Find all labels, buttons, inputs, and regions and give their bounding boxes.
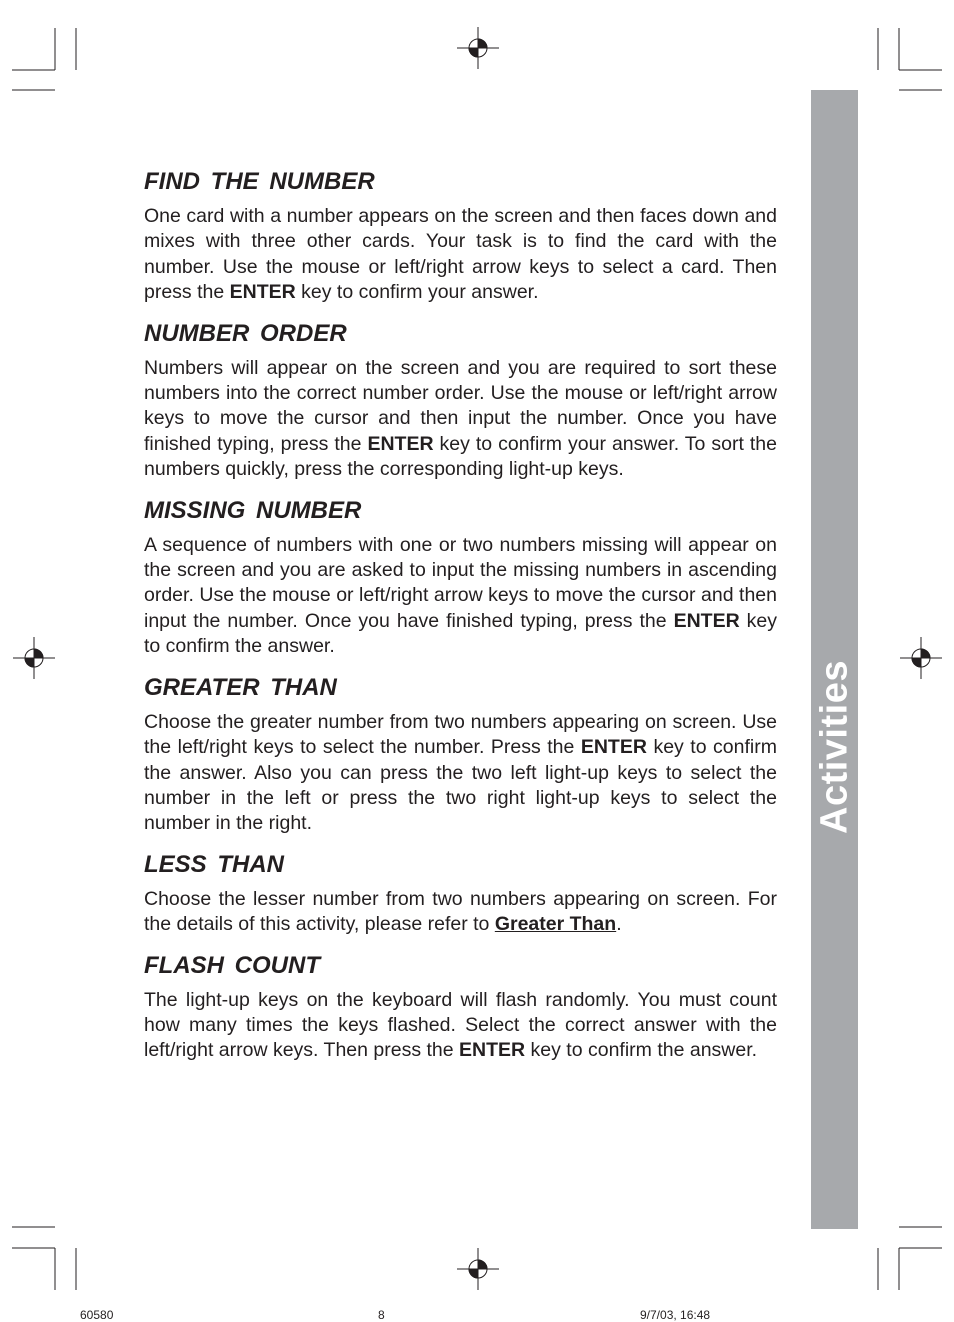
enter-key-label: ENTER bbox=[580, 736, 647, 759]
section-body: Numbers will appear on the screen and you are required to sort these numbers into the correct number order. Use the mouse or left/right arrow keys to move the cursor and then input the number. Once you have finished typing, press the ENTER key to confirm your answer. To sort the numbers quickly, press the corresponding light-up keys. bbox=[144, 356, 777, 481]
greater-than-reference-link[interactable]: Greater Than bbox=[494, 913, 617, 936]
section-number-order bbox=[144, 318, 777, 483]
section-body: The light-up keys on the keyboard will flash randomly. You must count how many times the keys flashed. Select the correct answer with the left/right arrow keys. Then press the ENTER key to confirm the answer. bbox=[144, 988, 777, 1062]
footer-code: 60580 bbox=[80, 1308, 114, 1322]
section-find-the-number bbox=[144, 166, 777, 306]
section-body: Choose the lesser number from two numbers appearing on screen. For the details of this activity, please refer to Greater Than. bbox=[144, 887, 777, 936]
section-heading: NUMBER ORDER bbox=[144, 319, 347, 347]
section-missing-number bbox=[144, 495, 777, 660]
registration-target-bottom bbox=[457, 1248, 499, 1290]
activities-content bbox=[144, 166, 777, 1076]
section-heading: MISSING NUMBER bbox=[144, 496, 362, 524]
enter-key-label: ENTER bbox=[673, 609, 740, 632]
section-heading: FIND THE NUMBER bbox=[144, 168, 375, 195]
section-body: A sequence of numbers with one or two numbers missing will appear on the screen and you are asked to input the missing numbers in ascending order. Use the mouse or left/right arrow keys to move the cursor and then input the number. Once you have finished typing, press the ENTER key to confirm the answer. bbox=[144, 533, 777, 658]
footer-timestamp: 9/7/03, 16:48 bbox=[640, 1308, 711, 1322]
footer-page-number: 8 bbox=[378, 1308, 385, 1322]
registration-target-right bbox=[900, 637, 942, 679]
section-heading: GREATER THAN bbox=[144, 673, 337, 701]
side-tab-label: Activities bbox=[813, 660, 855, 834]
section-less-than bbox=[144, 849, 777, 938]
enter-key-label: ENTER bbox=[367, 432, 434, 455]
registration-target-top bbox=[457, 27, 499, 69]
enter-key-label: ENTER bbox=[459, 1039, 526, 1062]
section-heading: FLASH COUNT bbox=[144, 951, 320, 979]
section-body: Choose the greater number from two numbers appearing on screen. Use the left/right keys to select the number. Press the ENTER key to confirm the answer. Also you can press the two left light-up keys to select the number in the left or press the two right light-up keys to select the number in the right. bbox=[144, 710, 777, 835]
registration-target-left bbox=[13, 637, 55, 679]
section-flash-count bbox=[144, 950, 777, 1064]
section-side-tab bbox=[811, 90, 858, 1229]
section-greater-than bbox=[144, 672, 777, 837]
section-body: One card with a number appears on the screen and then faces down and mixes with three other cards. Your task is to find the card with the number. Use the mouse or left/right arrow keys to select a card. Then press the ENTER key to confirm your answer. bbox=[144, 205, 777, 304]
section-heading: LESS THAN bbox=[144, 850, 285, 878]
enter-key-label: ENTER bbox=[229, 281, 296, 304]
